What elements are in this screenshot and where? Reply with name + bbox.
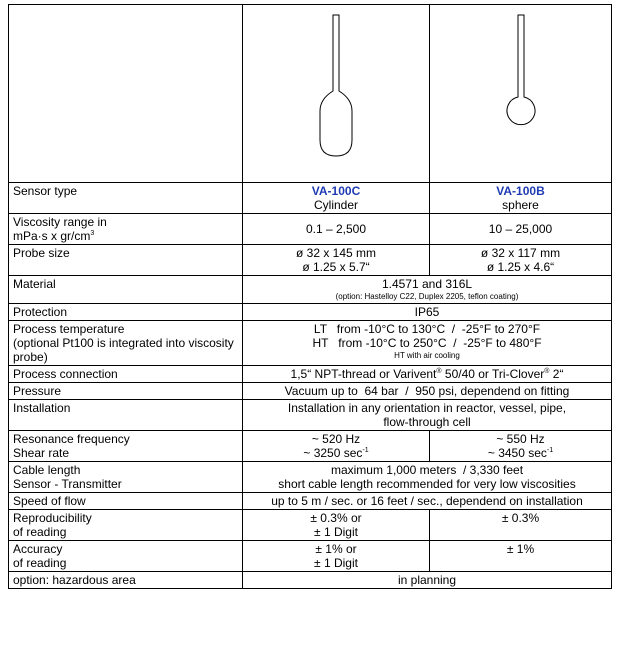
row-material (9, 276, 612, 304)
reproducibility-label-line1: Reproducibility (13, 511, 92, 525)
model-va-100c: VA-100C (311, 184, 361, 198)
viscosity-c: 0.1 – 2,500 (243, 214, 430, 245)
shape-sphere: sphere (502, 198, 539, 212)
probe-size-c-in: ø 1.25 x 5.7“ (302, 260, 370, 274)
cable-line2: short cable length recommended for very low viscosities (278, 477, 576, 491)
reproducibility-c (243, 510, 430, 541)
process-connection-value (243, 366, 612, 383)
row-resonance (9, 431, 612, 462)
label-accuracy (9, 541, 243, 572)
accuracy-label-line2: of reading (13, 556, 67, 570)
row-cable (9, 462, 612, 493)
process-temp-value (243, 321, 612, 366)
label-pressure: Pressure (9, 383, 243, 400)
reproducibility-b: ± 0.3% (430, 510, 612, 541)
cylinder-probe-icon (316, 13, 356, 163)
resonance-c-hz: ~ 520 Hz (311, 432, 361, 446)
shear-b (434, 446, 607, 460)
shape-cylinder: Cylinder (313, 198, 358, 212)
installation-value (243, 400, 612, 431)
process-temp-note: HT with air cooling (394, 351, 460, 360)
shear-rate-label: Shear rate (13, 446, 70, 460)
row-probe-size (9, 245, 612, 276)
connection-part3: 2“ (549, 367, 564, 381)
process-temp-label-line2: (optional Pt100 is integrated into viscosity (13, 336, 234, 350)
shear-c-exp: -1 (362, 447, 369, 454)
speed-of-flow-value: up to 5 m / sec. or 16 feet / sec., dependend on installation (243, 493, 612, 510)
row-protection (9, 304, 612, 321)
viscosity-unit-exp: 3 (90, 230, 95, 237)
resonance-c (243, 431, 430, 462)
row-process-temperature (9, 321, 612, 366)
cable-label-line1: Cable length (13, 463, 81, 477)
cable-label-line2: Sensor - Transmitter (13, 477, 122, 491)
label-resonance (9, 431, 243, 462)
probe-size-b-in: ø 1.25 x 4.6“ (486, 260, 555, 274)
label-viscosity-line2 (13, 229, 238, 243)
row-accuracy (9, 541, 612, 572)
row-speed-of-flow (9, 493, 612, 510)
label-material: Material (9, 276, 243, 304)
probe-size-c-mm: ø 32 x 145 mm (295, 246, 377, 260)
label-cable (9, 462, 243, 493)
connection-part1: 1,5“ NPT-thread or Varivent (290, 367, 437, 381)
sphere-probe-cell (430, 5, 612, 183)
pressure-value: Vacuum up to 64 bar / 950 psi, dependend on fitting (243, 383, 612, 400)
label-process-connection: Process connection (9, 366, 243, 383)
registered-mark: ® (436, 368, 442, 375)
material-note: (option: Hastelloy C22, Duplex 2205, teflon coating) (335, 292, 519, 301)
label-probe-size: Probe size (9, 245, 243, 276)
accuracy-c (243, 541, 430, 572)
row-pressure (9, 383, 612, 400)
process-temp-lt: LT from -10°C to 130°C / -25°F to 270°F (313, 322, 541, 336)
cable-value (243, 462, 612, 493)
accuracy-c-line2: ± 1 Digit (314, 556, 358, 570)
label-sensor-type: Sensor type (9, 183, 243, 214)
label-process-temperature (9, 321, 243, 366)
viscosity-unit: mPa·s x gr/cm (13, 229, 91, 243)
process-temp-label-line1: Process temperature (13, 322, 125, 336)
shear-b-exp: -1 (546, 447, 554, 454)
label-hazardous-area: option: hazardous area (9, 572, 243, 589)
label-speed-of-flow: Speed of flow (9, 493, 243, 510)
empty-cell (9, 5, 243, 183)
row-hazardous-area (9, 572, 612, 589)
label-reproducibility (9, 510, 243, 541)
row-viscosity (9, 214, 612, 245)
resonance-b (430, 431, 612, 462)
sphere-probe-icon (501, 13, 541, 163)
hazardous-area-value: in planning (243, 572, 612, 589)
installation-line2: flow-through cell (383, 415, 471, 429)
material-value (243, 276, 612, 304)
shear-c-value: ~ 3250 sec (303, 446, 363, 460)
shear-b-value: ~ 3450 sec (487, 446, 547, 460)
process-temp-ht: HT from -10°C to 250°C / -25°F to 480°F (312, 336, 542, 350)
accuracy-b: ± 1% (430, 541, 612, 572)
sensor-c-cell (243, 183, 430, 214)
cable-line1: maximum 1,000 meters / 3,330 feet (330, 463, 524, 477)
label-installation: Installation (9, 400, 243, 431)
reproducibility-c-line1: ± 0.3% or (310, 511, 362, 525)
accuracy-label-line1: Accuracy (13, 542, 63, 556)
sensor-b-cell (430, 183, 612, 214)
reproducibility-label-line2: of reading (13, 525, 67, 539)
label-viscosity (9, 214, 243, 245)
probe-image-row (9, 5, 612, 183)
shear-c (247, 446, 425, 460)
connection-part2: 50/40 or Tri-Clover (441, 367, 545, 381)
model-va-100b: VA-100B (496, 184, 545, 198)
viscosity-b: 10 – 25,000 (430, 214, 612, 245)
row-reproducibility (9, 510, 612, 541)
row-sensor-type (9, 183, 612, 214)
probe-size-b (430, 245, 612, 276)
probe-size-b-mm: ø 32 x 117 mm (480, 246, 561, 260)
resonance-b-hz: ~ 550 Hz (496, 432, 545, 446)
cylinder-probe-cell (243, 5, 430, 183)
label-viscosity-line1: Viscosity range in (13, 215, 107, 229)
label-protection: Protection (9, 304, 243, 321)
resonance-label: Resonance frequency (13, 432, 130, 446)
row-process-connection (9, 366, 612, 383)
reproducibility-c-line2: ± 1 Digit (314, 525, 358, 539)
probe-size-c (243, 245, 430, 276)
protection-value: IP65 (243, 304, 612, 321)
registered-mark: ® (544, 368, 550, 375)
installation-line1: Installation in any orientation in reactor, vessel, pipe, (287, 401, 567, 415)
process-temp-label-line3: probe) (13, 350, 48, 364)
material-main: 1.4571 and 316L (381, 277, 473, 291)
spec-table (8, 4, 612, 589)
row-installation (9, 400, 612, 431)
accuracy-c-line1: ± 1% or (315, 542, 357, 556)
